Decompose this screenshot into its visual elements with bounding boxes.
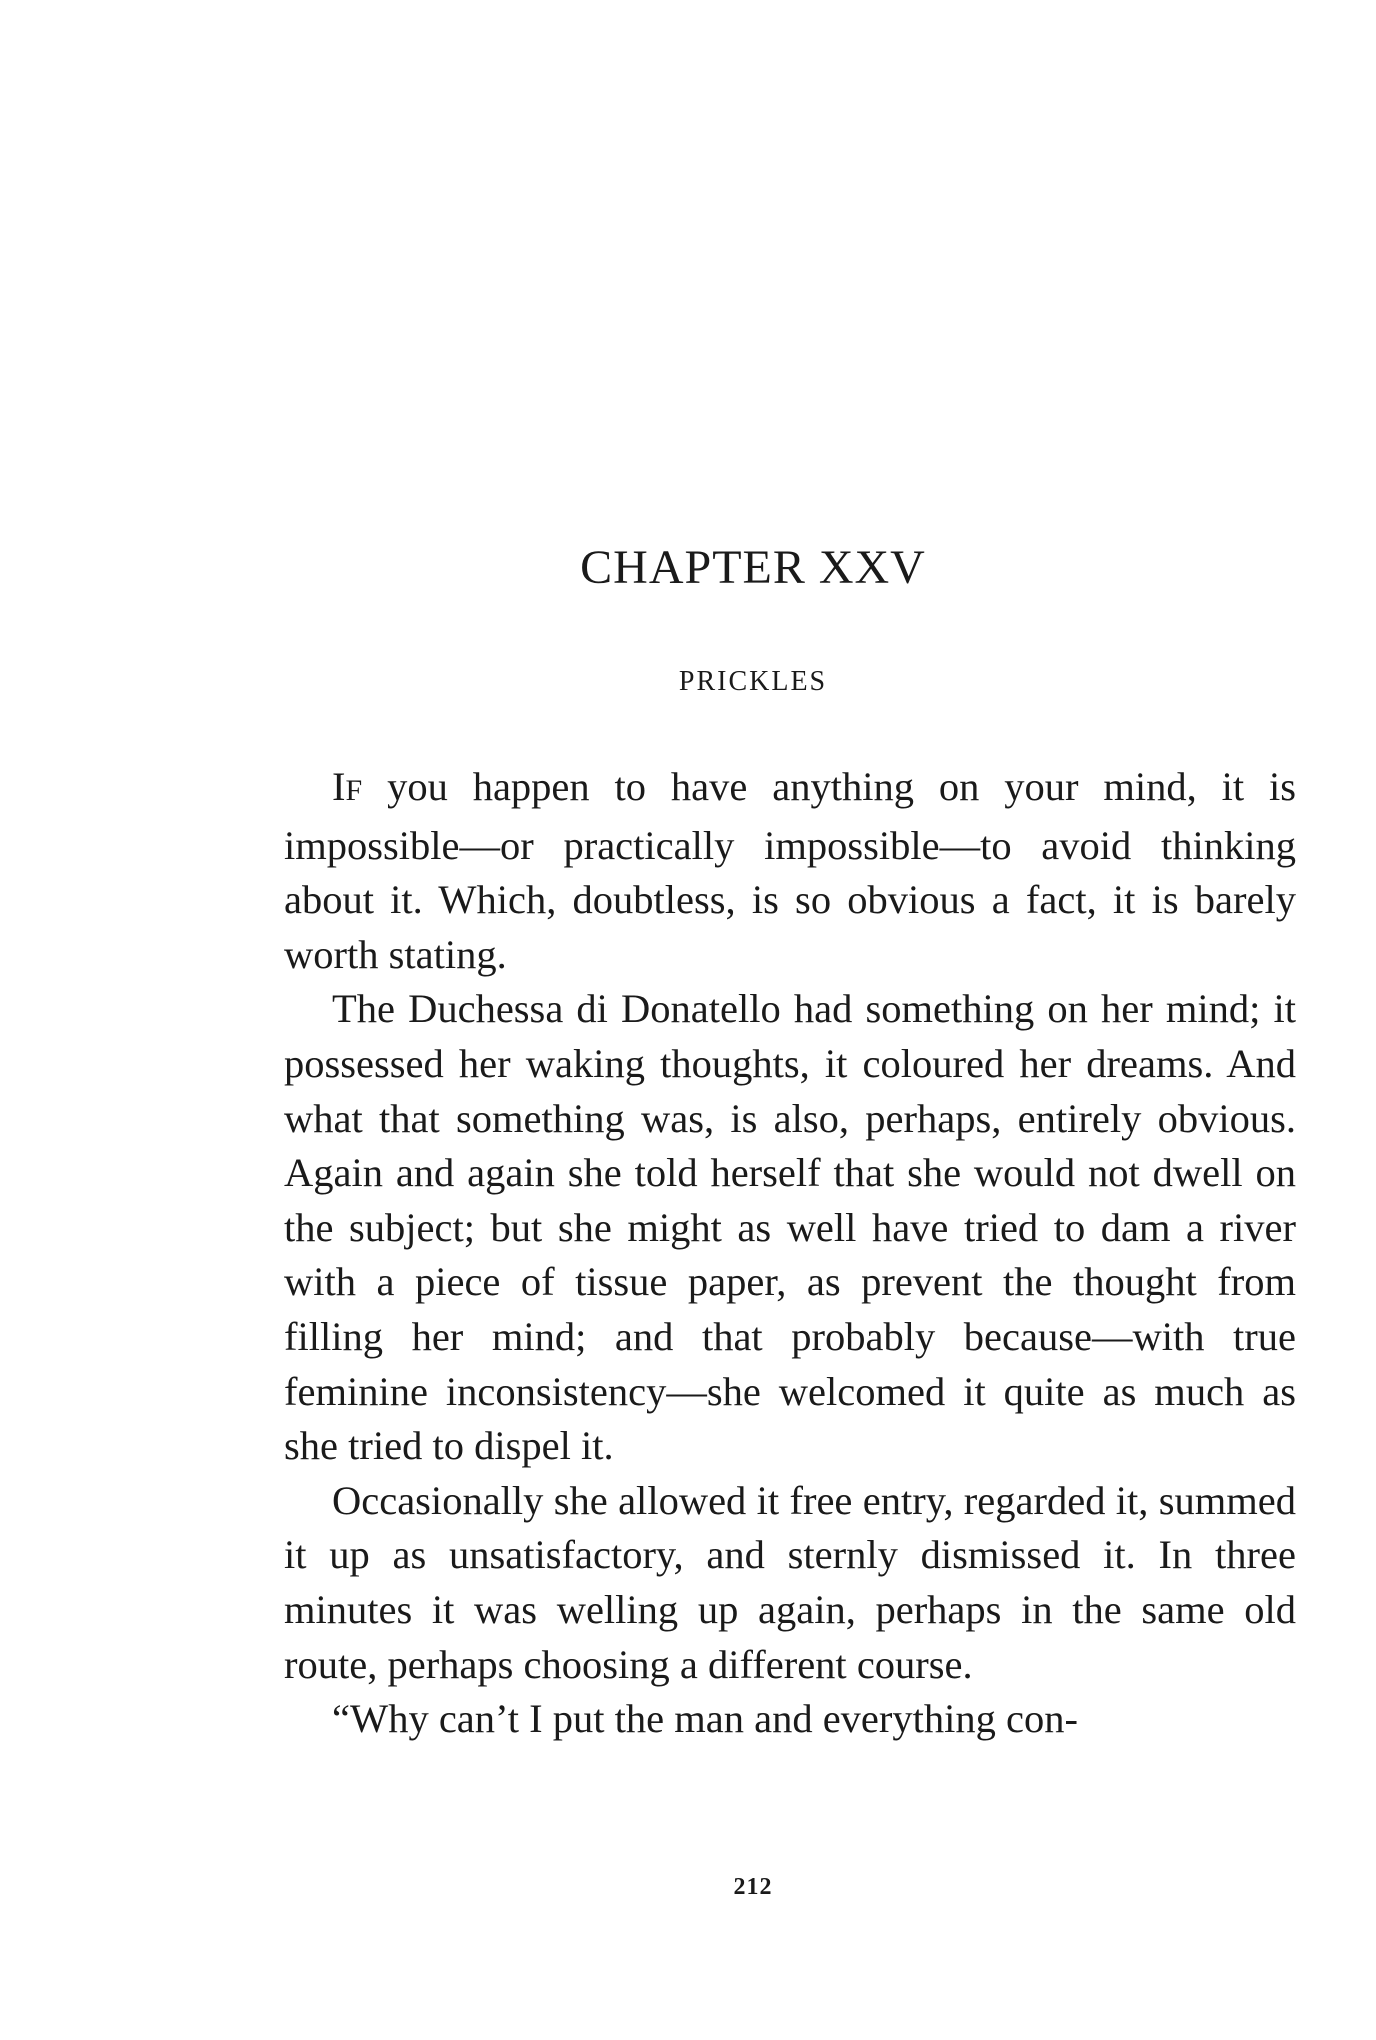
paragraph-4: “Why can’t I put the man and everything con- [332, 1696, 1078, 1742]
paragraph-1-text: you happen to have anything on your mind, it is impossible—or practically impossible—to avoid thinking about it. Which, doubtless, is so obvious a fact, it is barely worth stating. [284, 764, 1296, 977]
body-text [284, 760, 1296, 1747]
paragraph-3: Occasionally she allowed it free entry, regarded it, summed it up as unsatisfactory, and sternly dismissed it. In three minutes it was welling up again, perhaps in the same old route, perhaps choosing a different course. [284, 1477, 1296, 1687]
chapter-subtitle: PRICKLES [678, 666, 828, 697]
paragraph-2: The Duchessa di Donatello had something on her mind; it possessed her waking thoughts, it coloured her dreams. And what that something was, is also, perhaps, entirely obvious. Again and again she told herself that she would not dwell on the subject; but she might as well have tried to dam a river with a piece of tissue paper, as prevent the thought from filling her mind; and that probably because—with true feminine inconsistency—she welcomed it quite as much as she tried to dispel it. [284, 986, 1296, 1469]
chapter-title: CHAPTER XXV [580, 541, 926, 594]
opening-smallcaps: F [345, 774, 363, 807]
page-number: 212 [733, 1874, 773, 1900]
paragraph-1 [284, 760, 1296, 982]
opening-initial: I [332, 764, 346, 809]
